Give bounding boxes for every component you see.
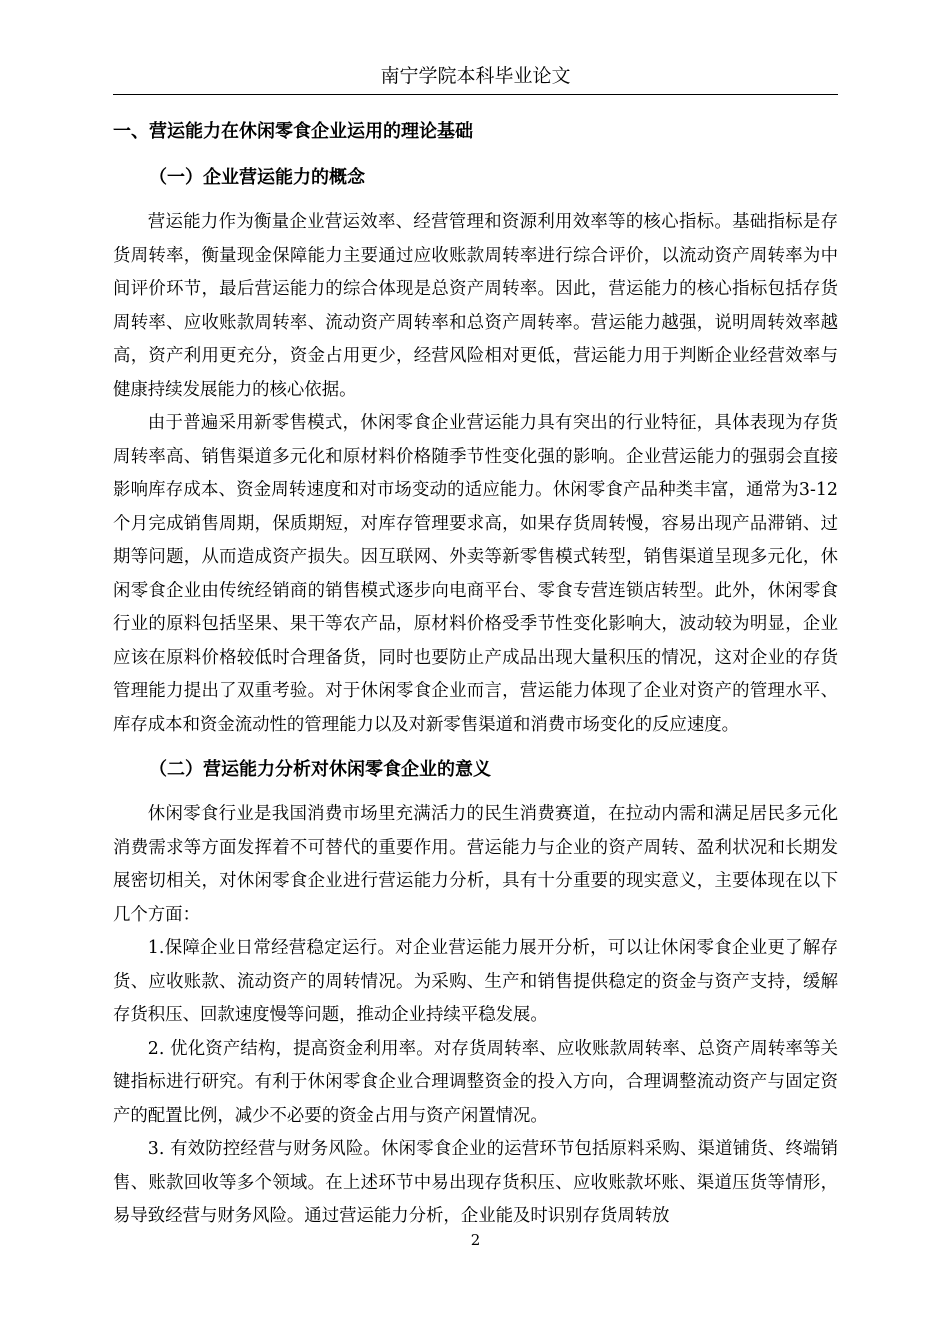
paragraph: 休闲零食行业是我国消费市场里充满活力的民生消费赛道，在拉动内需和满足居民多元化消费需求等方面发挥着不可替代的重要作用。营运能力与企业的资产周转、盈利状况和长期发展密切相关，对休闲零食企业进行营运能力分析，具有十分重要的现实意义，主要体现在以下几个方面： bbox=[113, 804, 838, 925]
header-divider bbox=[113, 94, 838, 95]
page-header: 南宁学院本科毕业论文 bbox=[380, 65, 571, 87]
page-number: 2 bbox=[470, 1231, 481, 1249]
list-paragraph: 3. 有效防控经营与财务风险。休闲零食企业的运营环节包括原料采购、渠道铺货、终端销售、账款回收等多个领域。在上述环节中易出现存货积压、应收账款坏账、渠道压货等情形，易导致经营与财务风险。通过营运能力分析，企业能及时识别存货周转放 bbox=[113, 1139, 838, 1226]
list-paragraph: 1.保障企业日常经营稳定运行。对企业营运能力展开分析，可以让休闲零食企业更了解存货、应收账款、流动资产的周转情况。为采购、生产和销售提供稳定的资金与资产支持，缓解存货积压、回款速度慢等问题，推动企业持续平稳发展。 bbox=[113, 938, 838, 1025]
page-content bbox=[113, 116, 838, 1234]
list-paragraph: 2. 优化资产结构，提高资金利用率。对存货周转率、应收账款周转率、总资产周转率等关键指标进行研究。有利于休闲零食企业合理调整资金的投入方向，合理调整流动资产与固定资产的配置比例，减少不必要的资金占用与资产闲置情况。 bbox=[113, 1038, 838, 1126]
paragraph: 由于普遍采用新零售模式，休闲零食企业营运能力具有突出的行业特征，具体表现为存货周转率高、销售渠道多元化和原材料价格随季节性变化强的影响。企业营运能力的强弱会直接影响库存成本、资金周转速度和对市场变动的适应能力。休闲零食产品种类丰富，通常为3-12个月完成销售周期，保质期短，对库存管理要求高，如果存货周转慢，容易出现产品滞销、过期等问题，从而造成资产损失。因互联网、外卖等新零售模式转型，销售渠道呈现多元化，休闲零食企业由传统经销商的销售模式逐步向电商平台、零食专营连锁店转型。此外，休闲零食行业的原料包括坚果、果干等农产品，原材料价格受季节性变化影响大，波动较为明显，企业应该在原料价格较低时合理备货，同时也要防止产成品出现大量积压的情况，这对企业的存货管理能力提出了双重考验。对于休闲零食企业而言，营运能力体现了企业对资产的管理水平、库存成本和资金流动性的管理能力以及对新零售渠道和消费市场变化的反应速度。 bbox=[113, 413, 838, 735]
paragraph: 营运能力作为衡量企业营运效率、经营管理和资源利用效率等的核心指标。基础指标是存货周转率，衡量现金保障能力主要通过应收账款周转率进行综合评价，以流动资产周转率为中间评价环节，最后营运能力的综合体现是总资产周转率。因此，营运能力的核心指标包括存货周转率、应收账款周转率、流动资产周转率和总资产周转率。营运能力越强，说明周转效率越高，资产利用更充分，资金占用更少，经营风险相对更低，营运能力用于判断企业经营效率与健康持续发展能力的核心依据。 bbox=[113, 212, 838, 400]
subsection-heading-2: （二）营运能力分析对休闲零食企业的意义 bbox=[149, 759, 491, 780]
subsection-heading-1: （一）企业营运能力的概念 bbox=[149, 167, 365, 188]
section-heading: 一、营运能力在休闲零食企业运用的理论基础 bbox=[113, 121, 473, 142]
